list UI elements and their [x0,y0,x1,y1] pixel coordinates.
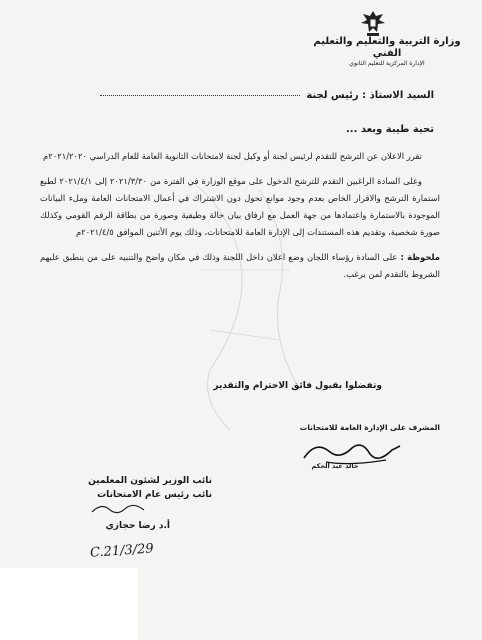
deputy-name: أ.د رضا حجازي [105,521,170,531]
handwritten-date: C.21/3/29 [89,541,155,561]
eagle-emblem-icon [356,8,390,38]
dotted-fill-line [100,95,300,96]
ministry-header [312,36,462,68]
deputy-title-block [12,474,212,502]
supervisor-title: المشرف على الإدارة العامة للامتحانات [299,423,440,432]
note-text: على السادة رؤساء اللجان وضع اعلان داخل اللجنة وذلك في مكان واضح والتنبيه على من ينطبق عليهم الشروط بالتقدم لمن يرغب. [40,252,440,279]
addressee: السيد الاستاذ : رئيس لجنة [306,90,434,101]
supervisor-name: خالد عبد الحكم [311,462,359,470]
deputy-signature [88,500,148,518]
addressee-line [44,90,434,101]
ministry-name: وزارة التربية والتعليم والتعليم الفني [313,36,461,59]
paragraph-announcement: تقرر الاعلان عن الترشح للتقدم لرئيس لجنة أو وكيل لجنة لامتحانات الثانوية العامة للعام الدراسي ٢٠٢١/٢٠٢٠م [43,151,422,161]
closing-line: وتفضلوا بقبول فائق الاحترام والتقدير [213,381,382,391]
department-name: الإدارة المركزية للتعليم الثانوي [349,60,425,67]
paragraph-instructions: وعلى السادة الراغبين التقدم للترشح الدخول على موقع الوزارة في الفترة من ٢٠٢١/٣/٣٠ إلى ٢٠٢١/٤/١ لطبع استمارة الترشح والاقرار الخاص بعدم وجود موانع تحول دون الاشتراك في أعمال الامتحانات العامة وملء البيانات الموجودة بالاستمارة واعتمادها من جهة العمل مع ارفاق بيان حالة وظيفية وصورة من بطاقة الرقم القومي وكذلك صورة شخصية، وتقديم هذه المستندات إلى الإدارة العامة للامتحانات، وذلك يوم الأثنين الموافق ٢٠٢١/٤/٥م [40,176,440,237]
note-paragraph [40,249,440,283]
blank-corner [0,568,138,640]
letter-body [40,148,440,291]
deputy-title-line2: نائب رئيس عام الامتحانات [97,490,212,500]
deputy-title-line1: نائب الوزير لشئون المعلمين [88,476,212,486]
note-label: ملحوظة : [400,252,440,262]
greeting: تحية طيبة وبعد ... [346,124,434,135]
